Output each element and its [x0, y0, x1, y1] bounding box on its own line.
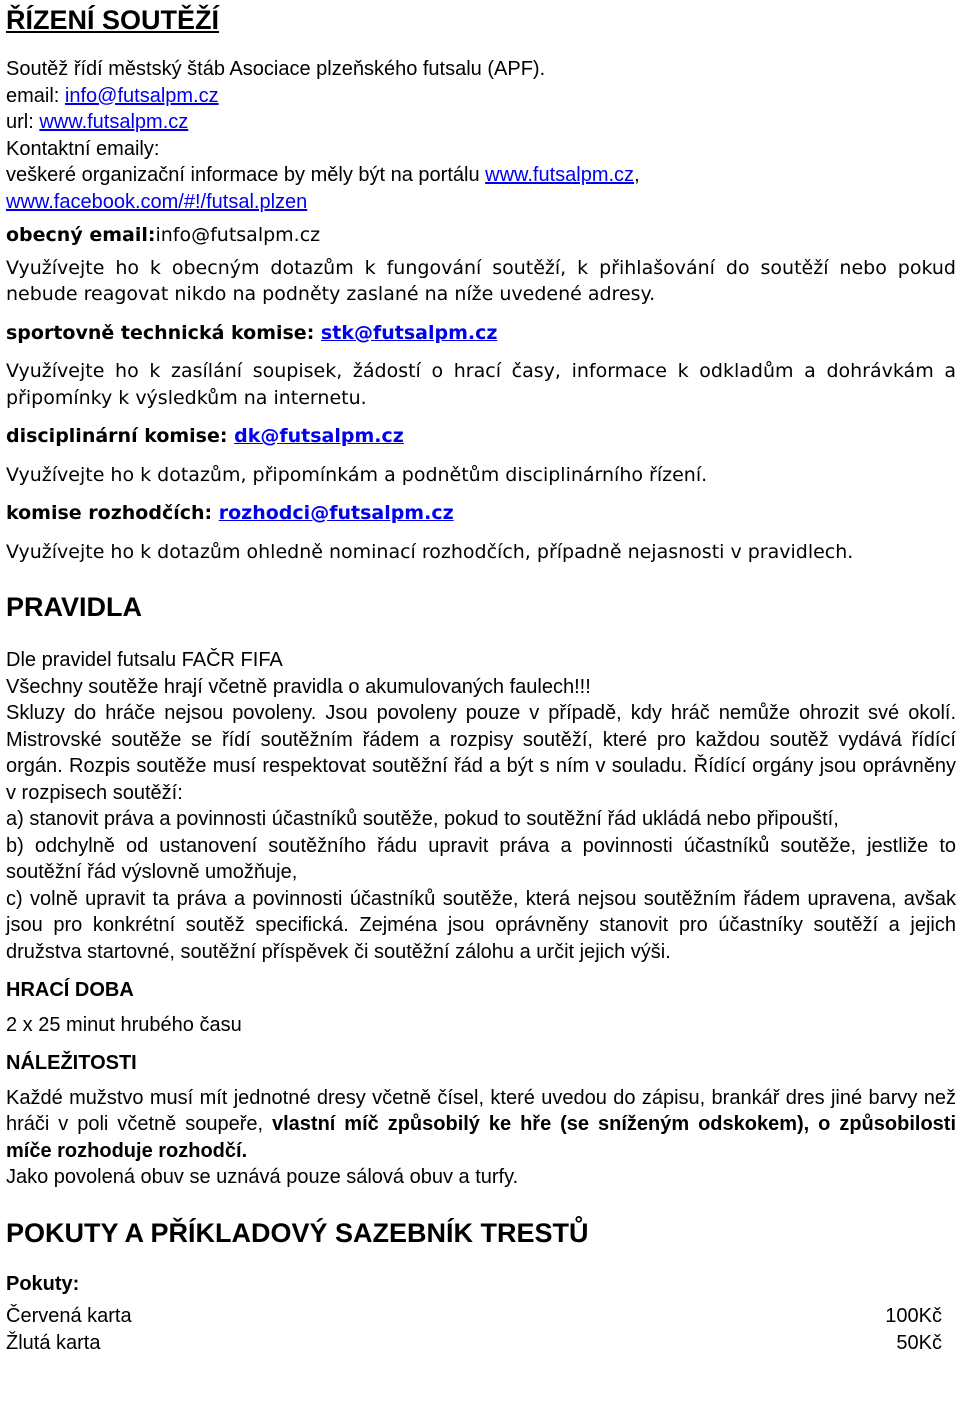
contacts-label: Kontaktní emaily: — [6, 137, 160, 160]
contact-dk-desc: Využívejte ho k dotazům, připomínkám a podnětům disciplinárního řízení. — [6, 463, 708, 486]
requirements-shoes: Jako povolená obuv se uznává pouze sálová obuv a turfy. — [6, 1166, 519, 1188]
rules-p3: Skluzy do hráče nejsou povoleny. Jsou povoleny pouze v případě, kdy hráč nemůže ohrozit své okolí. Mistrovské soutěže se řídí soutěžním řádem a rozpisy soutěží, které pro každou soutěž vydává řídící orgán. Rozpis soutěže musí respektovat soutěžní řád a být s ním v souladu. Řídící orgány jsou oprávněny v rozpisech soutěží: — [6, 702, 956, 804]
intro-email-line: email: info@futsalpm.cz — [6, 84, 219, 107]
contact-dk: disciplinární komise: dk@futsalpm.cz Využívejte ho k dotazům, připomínkám a podnětům disciplinárního řízení. — [6, 423, 956, 488]
fines-label: Pokuty: — [6, 1272, 80, 1295]
url-link[interactable]: www.futsalpm.cz — [39, 111, 189, 133]
intro-line: Soutěž řídí městský štáb Asociace plzeňského futsalu (APF). — [6, 58, 546, 80]
heading-rizeni-soutezi: ŘÍZENÍ SOUTĚŽÍ — [6, 5, 220, 35]
contact-general-desc: Využívejte ho k obecným dotazům k fungování soutěží, k přihlašování do soutěží nebo pokud nebude reagovat nikdo na podněty zaslané na níže uvedené adresy. — [6, 256, 956, 305]
fine-row-red — [6, 1303, 942, 1330]
facebook-link[interactable]: www.facebook.com/#!/futsal.plzen — [6, 190, 308, 213]
heading-pokuty: POKUTY A PŘÍKLADOVÝ SAZEBNÍK TRESTŮ — [6, 1217, 589, 1248]
intro-url-line: url: www.futsalpm.cz — [6, 111, 189, 133]
facebook-line — [6, 189, 956, 216]
fine-row-yellow — [6, 1330, 942, 1357]
portal-link[interactable]: www.futsalpm.cz — [485, 164, 635, 186]
rules-b: b) odchylně od ustanovení soutěžního řádu upravit práva a povinnosti účastníků soutěže, jestliže to soutěžní řád výslovně umožňuje, — [6, 834, 956, 883]
fine-name: Červená karta — [6, 1305, 132, 1327]
document-page — [6, 0, 956, 1356]
fine-name: Žlutá karta — [6, 1331, 101, 1354]
rules-c: c) volně upravit ta práva a povinnosti účastníků soutěže, která nejsou soutěžním řádem upravena, avšak jsou pro konkrétní soutěž specifická. Zejména jsou oprávněny stanovit pro účastníky soutěží a jejich družstva startovné, soutěžní příspěvek či soutěžní zálohu a určit jejich výši. — [6, 887, 956, 963]
email-link[interactable]: info@futsalpm.cz — [64, 84, 219, 107]
contact-referees-desc: Využívejte ho k dotazům ohledně nominací rozhodčích, případně nejasnosti v pravidlech. — [6, 540, 854, 563]
fine-amount: 50Kč — [896, 1331, 942, 1354]
contact-stk-desc: Využívejte ho k zasílání soupisek, žádostí o hrací časy, informace k odkladům a dohrávkám a připomínky k výsledkům na internetu. — [6, 360, 956, 409]
portal-line: veškeré organizační informace by měly být na portálu www.futsalpm.cz, — [6, 164, 640, 186]
referees-email-link[interactable]: rozhodci@futsalpm.cz — [218, 502, 454, 524]
contact-referees: komise rozhodčích: rozhodci@futsalpm.cz Využívejte ho k dotazům ohledně nominací rozhodčích, případně nejasnosti v pravidlech. — [6, 500, 956, 565]
requirements-text: Každé mužstvo musí mít jednotné dresy včetně čísel, které uvedou do zápisu, brankář dres jiné barvy než hráči v poli včetně soupeře, vlastní míč způsobilý ke hře (se sníženým odskokem), o způsobilosti míče rozhoduje rozhodčí. — [6, 1086, 956, 1162]
heading-nalezitosti: NÁLEŽITOSTI — [6, 1052, 137, 1074]
heading-hraci-doba: HRACÍ DOBA — [6, 979, 134, 1001]
rules-a: a) stanovit práva a povinnosti účastníků soutěže, pokud to soutěžní řád ukládá nebo připouští, — [6, 808, 839, 830]
contact-general: obecný email:info@futsalpm.cz Využívejte ho k obecným dotazům k fungování soutěží, k přihlašování do soutěží nebo pokud nebude reagovat nikdo na podněty zaslané na níže uvedené adresy. — [6, 222, 956, 308]
rules-p2: Všechny soutěže hrají včetně pravidla o akumulovaných faulech!!! — [6, 675, 591, 698]
dk-email-link[interactable]: dk@futsalpm.cz — [234, 425, 404, 447]
rules-p1: Dle pravidel futsalu FAČR FIFA — [6, 649, 283, 671]
fine-amount: 100Kč — [885, 1305, 942, 1327]
stk-email-link[interactable]: stk@futsalpm.cz — [320, 321, 498, 344]
contact-stk: sportovně technická komise: stk@futsalpm.cz Využívejte ho k zasílání soupisek, žádostí o hrací časy, informace k odkladům a dohrávkám a připomínky k výsledkům na internetu. — [6, 320, 956, 412]
playtime-text: 2 x 25 minut hrubého času — [6, 1013, 242, 1036]
heading-pravidla: PRAVIDLA — [6, 592, 143, 622]
general-email: info@futsalpm.cz — [155, 224, 321, 246]
